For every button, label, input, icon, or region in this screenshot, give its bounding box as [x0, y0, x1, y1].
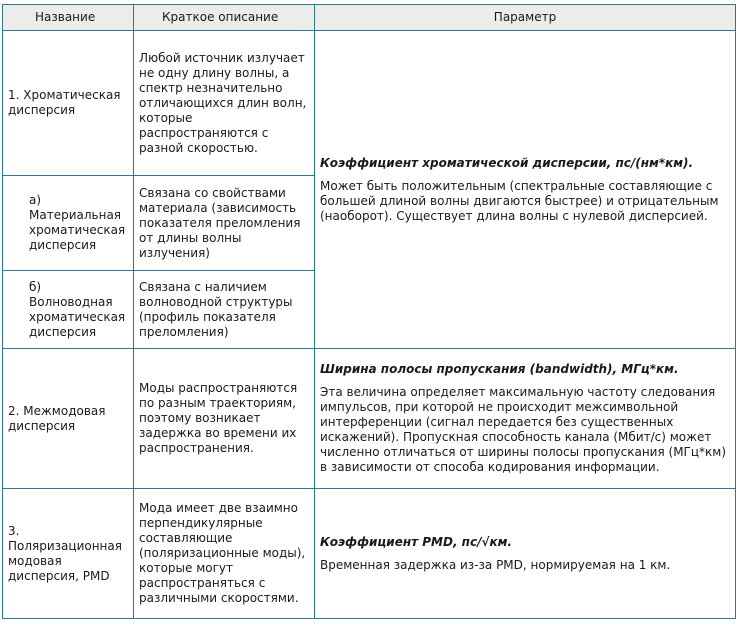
header-parameter: Параметр: [315, 5, 736, 31]
row-name: б) Волноводная хроматическая дисперсия: [3, 271, 134, 349]
row-description: Связана с наличием волноводной структуры (профиль показателя преломления): [134, 271, 315, 349]
param-text: Может быть положительным (спектральные составляющие с большей длиной волны двигаются быстрее) и отрицательным (наоборот). Существует длина волны с нулевой дисперсией.: [320, 178, 719, 223]
table-row: [3, 31, 736, 176]
table-row: [3, 349, 736, 489]
param-title: Коэффициент PMD, пс/√км.: [320, 534, 512, 549]
param-cell: [315, 489, 736, 619]
row-name: а) Материальная хроматическая дисперсия: [3, 176, 134, 271]
param-title: Ширина полосы пропускания (bandwidth), МГц*км.: [320, 362, 679, 376]
param-text: Временная задержка из-за PMD, нормируемая на 1 км.: [320, 557, 671, 572]
row-description: Моды распространяются по разным траекториям, поэтому возникает задержка во времени их распространения.: [134, 349, 315, 489]
table-row: [3, 489, 736, 619]
param-title: Коэффициент хроматической дисперсии, пс/(нм*км).: [320, 155, 694, 170]
row-description: Любой источник излучает не одну длину волны, а спектр незначительно отличающихся длин волн, которые распространяются с разной скоростью.: [134, 31, 315, 176]
param-cell: [315, 349, 736, 489]
row-name: 1. Хроматическая дисперсия: [3, 31, 134, 176]
row-description: Связана со свойствами материала (зависимость показателя преломления от длины волны излучения): [134, 176, 315, 271]
param-text: Эта величина определяет максимальную частоту следования импульсов, при которой не происходит межсимвольной интерференции (сигнал передается без существенных искажений). Пропускная способность канала (Мбит/с) может численно отличаться от ширины полосы пропускания (МГц*км) в зависимости от способа кодирования информации.: [320, 385, 727, 474]
header-description: Краткое описание: [134, 5, 315, 31]
row-name: 2. Межмодовая дисперсия: [3, 349, 134, 489]
dispersion-table: [2, 4, 736, 619]
param-cell: [315, 31, 736, 349]
header-row: [3, 5, 736, 31]
header-name: Название: [3, 5, 134, 31]
row-name: 3. Поляризационная модовая дисперсия, PMD: [3, 489, 134, 619]
row-description: Мода имеет две взаимно перпендикулярные составляющие (поляризационные моды), которые могут распространяться с различными скоростями.: [134, 489, 315, 619]
